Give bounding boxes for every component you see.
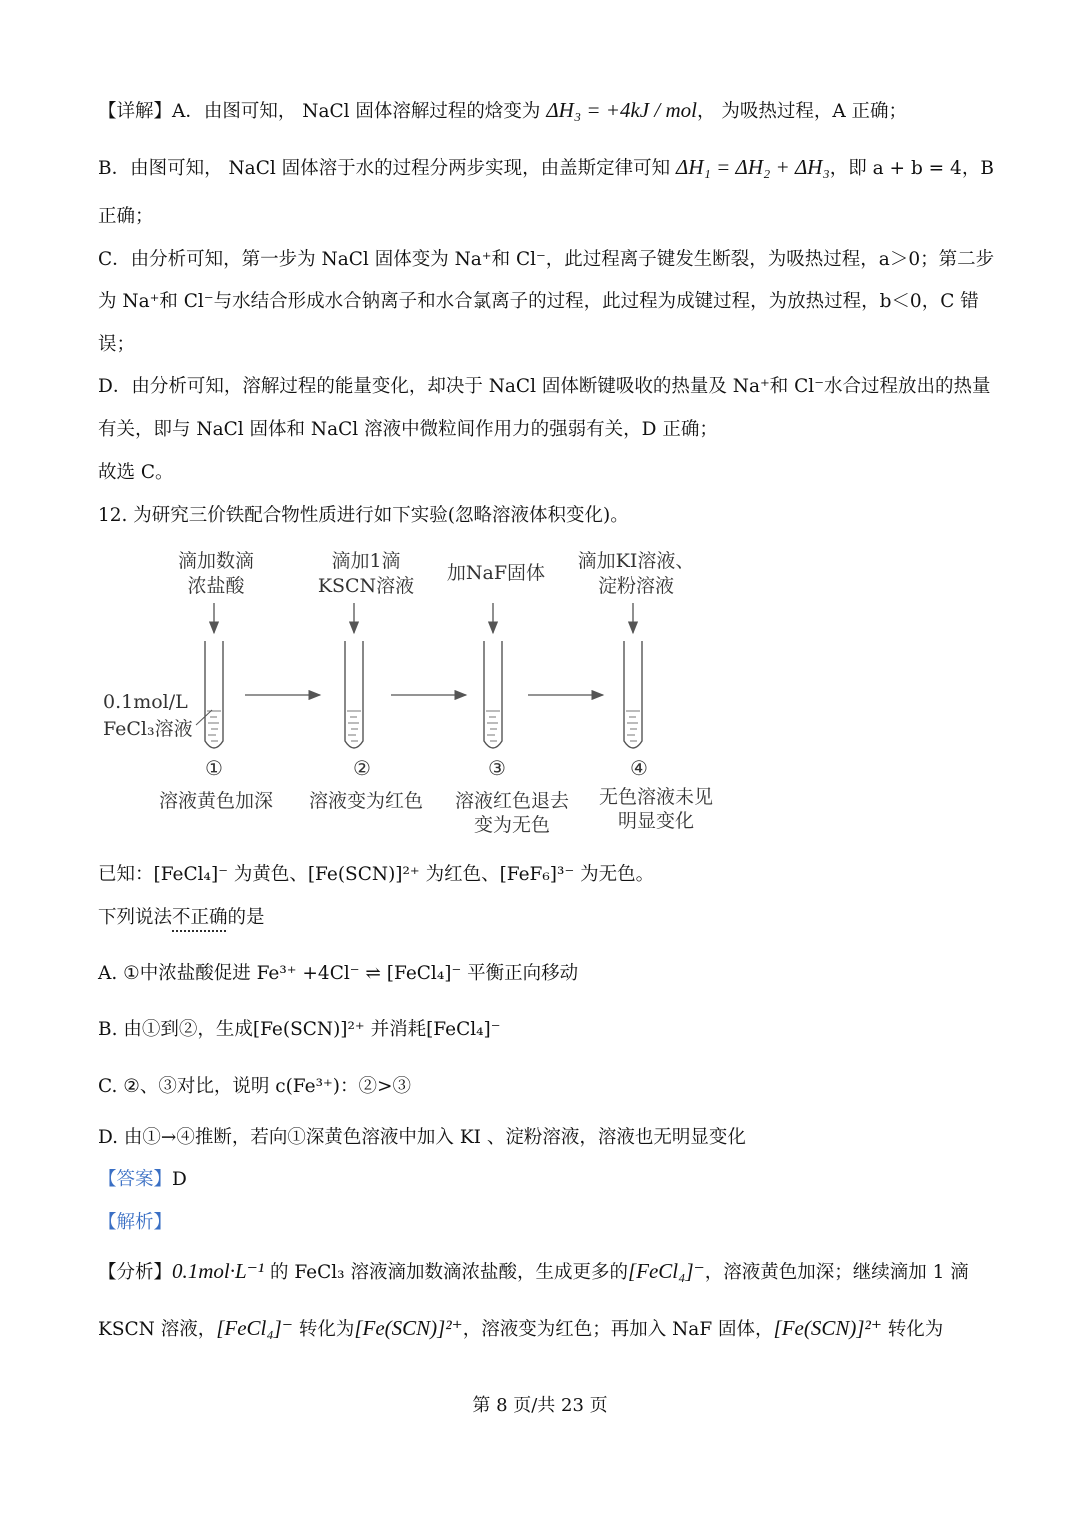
reagent-label-3: 加NaF固体 <box>446 562 546 584</box>
reagent-label-4b: 淀粉溶液 <box>597 575 675 597</box>
option-a: A. ①中浓盐酸促进 Fe³⁺ +4Cl⁻ ⇌ [FeCl₄]⁻ 平衡正向移动 <box>98 963 579 984</box>
detail-choose: 故选 C。 <box>98 462 174 483</box>
option-b: B. 由①到②，生成[Fe(SCN)]²⁺ 并消耗[FeCl₄]⁻ <box>98 1019 501 1040</box>
answer-tag: 【答案】 <box>98 1169 173 1190</box>
complex-fescn-2: [Fe(SCN)]²⁺ <box>773 1316 882 1340</box>
observation-3a: 溶液红色退去 <box>454 790 570 812</box>
liquid-4 <box>626 711 640 741</box>
liquid-3 <box>486 711 500 741</box>
complex-fecl4-2: [FeCl₄]⁻ <box>216 1316 293 1340</box>
analysis-tag: 【解析】 <box>98 1212 173 1233</box>
complex-fescn: [Fe(SCN)]²⁺ <box>354 1316 463 1340</box>
detail-option-b: B．由图可知， NaCl 固体溶于水的过程分两步实现，由盖斯定律可知 ΔH₁ = ΔH₂ + ΔH₃，即 a + b = 4，B <box>98 155 994 179</box>
test-tube-2 <box>345 641 363 748</box>
test-tube-3 <box>484 641 502 748</box>
option-d: D. 由①→④推断，若向①深黄色溶液中加入 KI 、淀粉溶液，溶液也无明显变化 <box>98 1127 746 1148</box>
observation-4a: 无色溶液未见 <box>598 786 714 808</box>
tube-number-4: ④ <box>630 756 648 780</box>
solution-label-name: FeCl₃溶液 <box>103 718 193 740</box>
detail-option-c-2: 为 Na⁺和 Cl⁻与水结合形成水合钠离子和水合氯离子的过程，此过程为成键过程，为放热过程，b＜0，C 错 <box>98 291 979 312</box>
equation-dh3: ΔH₃ = +4kJ / mol <box>546 98 697 122</box>
detail-option-a: 【详解】A．由图可知， NaCl 固体溶解过程的焓变为 ΔH₃ = +4kJ / mol， 为吸热过程，A 正确； <box>98 98 908 122</box>
detail-option-c-1: C．由分析可知，第一步为 NaCl 固体变为 Na⁺和 Cl⁻，此过程离子键发生断裂，为吸热过程，a＞0；第二步 <box>98 249 995 270</box>
detail-option-d-1: D．由分析可知，溶解过程的能量变化，却决于 NaCl 固体断键吸收的热量及 Na⁺和 Cl⁻水合过程放出的热量 <box>98 376 991 397</box>
tube-number-2: ② <box>353 756 371 780</box>
solution-label-conc: 0.1mol/L <box>103 691 188 713</box>
observation-4b: 明显变化 <box>617 810 695 832</box>
detail-option-d-2: 有关，即与 NaCl 固体和 NaCl 溶液中微粒间作用力的强弱有关，D 正确； <box>98 419 718 440</box>
liquid-1 <box>207 711 221 741</box>
emphasis-not-correct: 不正确 <box>172 907 228 928</box>
answer-value: D <box>172 1169 187 1190</box>
equation-hess: ΔH₁ = ΔH₂ + ΔH₃ <box>676 155 830 179</box>
analysis-line-2: KSCN 溶液，[FeCl₄]⁻ 转化为[Fe(SCN)]²⁺，溶液变为红色；再加入 NaF 固体，[Fe(SCN)]²⁺ 转化为 <box>98 1316 944 1340</box>
reagent-label-1b: 浓盐酸 <box>187 575 245 597</box>
reagent-label-1a: 滴加数滴 <box>177 550 255 572</box>
observation-3b: 变为无色 <box>473 814 551 836</box>
reagent-label-2b: KSCN溶液 <box>317 575 415 597</box>
test-tube-4 <box>624 641 642 748</box>
reagent-label-4a: 滴加KI溶液、 <box>577 550 695 572</box>
page-footer: 第 8 页/共 23 页 <box>472 1395 608 1416</box>
detail-tag: 【详解】 <box>98 101 173 122</box>
question-stem: 12. 为研究三价铁配合物性质进行如下实验(忽略溶液体积变化)。 <box>98 505 629 526</box>
answer-line <box>98 1166 187 1194</box>
question-ask: 下列说法不正确的是 <box>98 907 265 928</box>
observation-2: 溶液变为红色 <box>308 790 424 812</box>
test-tube-1 <box>205 641 223 748</box>
detail-option-b-cont: 正确； <box>98 206 154 227</box>
option-c: C. ②、③对比，说明 c(Fe³⁺)：②>③ <box>98 1076 411 1097</box>
known-info: 已知：[FeCl₄]⁻ 为黄色、[Fe(SCN)]²⁺ 为红色、[FeF₆]³⁻ 为无色。 <box>98 864 655 885</box>
liquid-2 <box>347 711 361 741</box>
detail-option-c-3: 误； <box>98 334 136 355</box>
concentration-expr: 0.1mol·L⁻¹ <box>172 1259 265 1283</box>
tube-number-1: ① <box>205 756 223 780</box>
tube-number-3: ③ <box>488 756 506 780</box>
experiment-figure <box>98 545 738 845</box>
analysis-line-1: 【分析】0.1mol·L⁻¹ 的 FeCl₃ 溶液滴加数滴浓盐酸，生成更多的[FeCl₄]⁻，溶液黄色加深；继续滴加 1 滴 <box>98 1259 969 1283</box>
complex-fecl4: [FeCl₄]⁻ <box>627 1259 705 1283</box>
reagent-label-2a: 滴加1滴 <box>331 550 401 572</box>
observation-1: 溶液黄色加深 <box>158 790 274 812</box>
